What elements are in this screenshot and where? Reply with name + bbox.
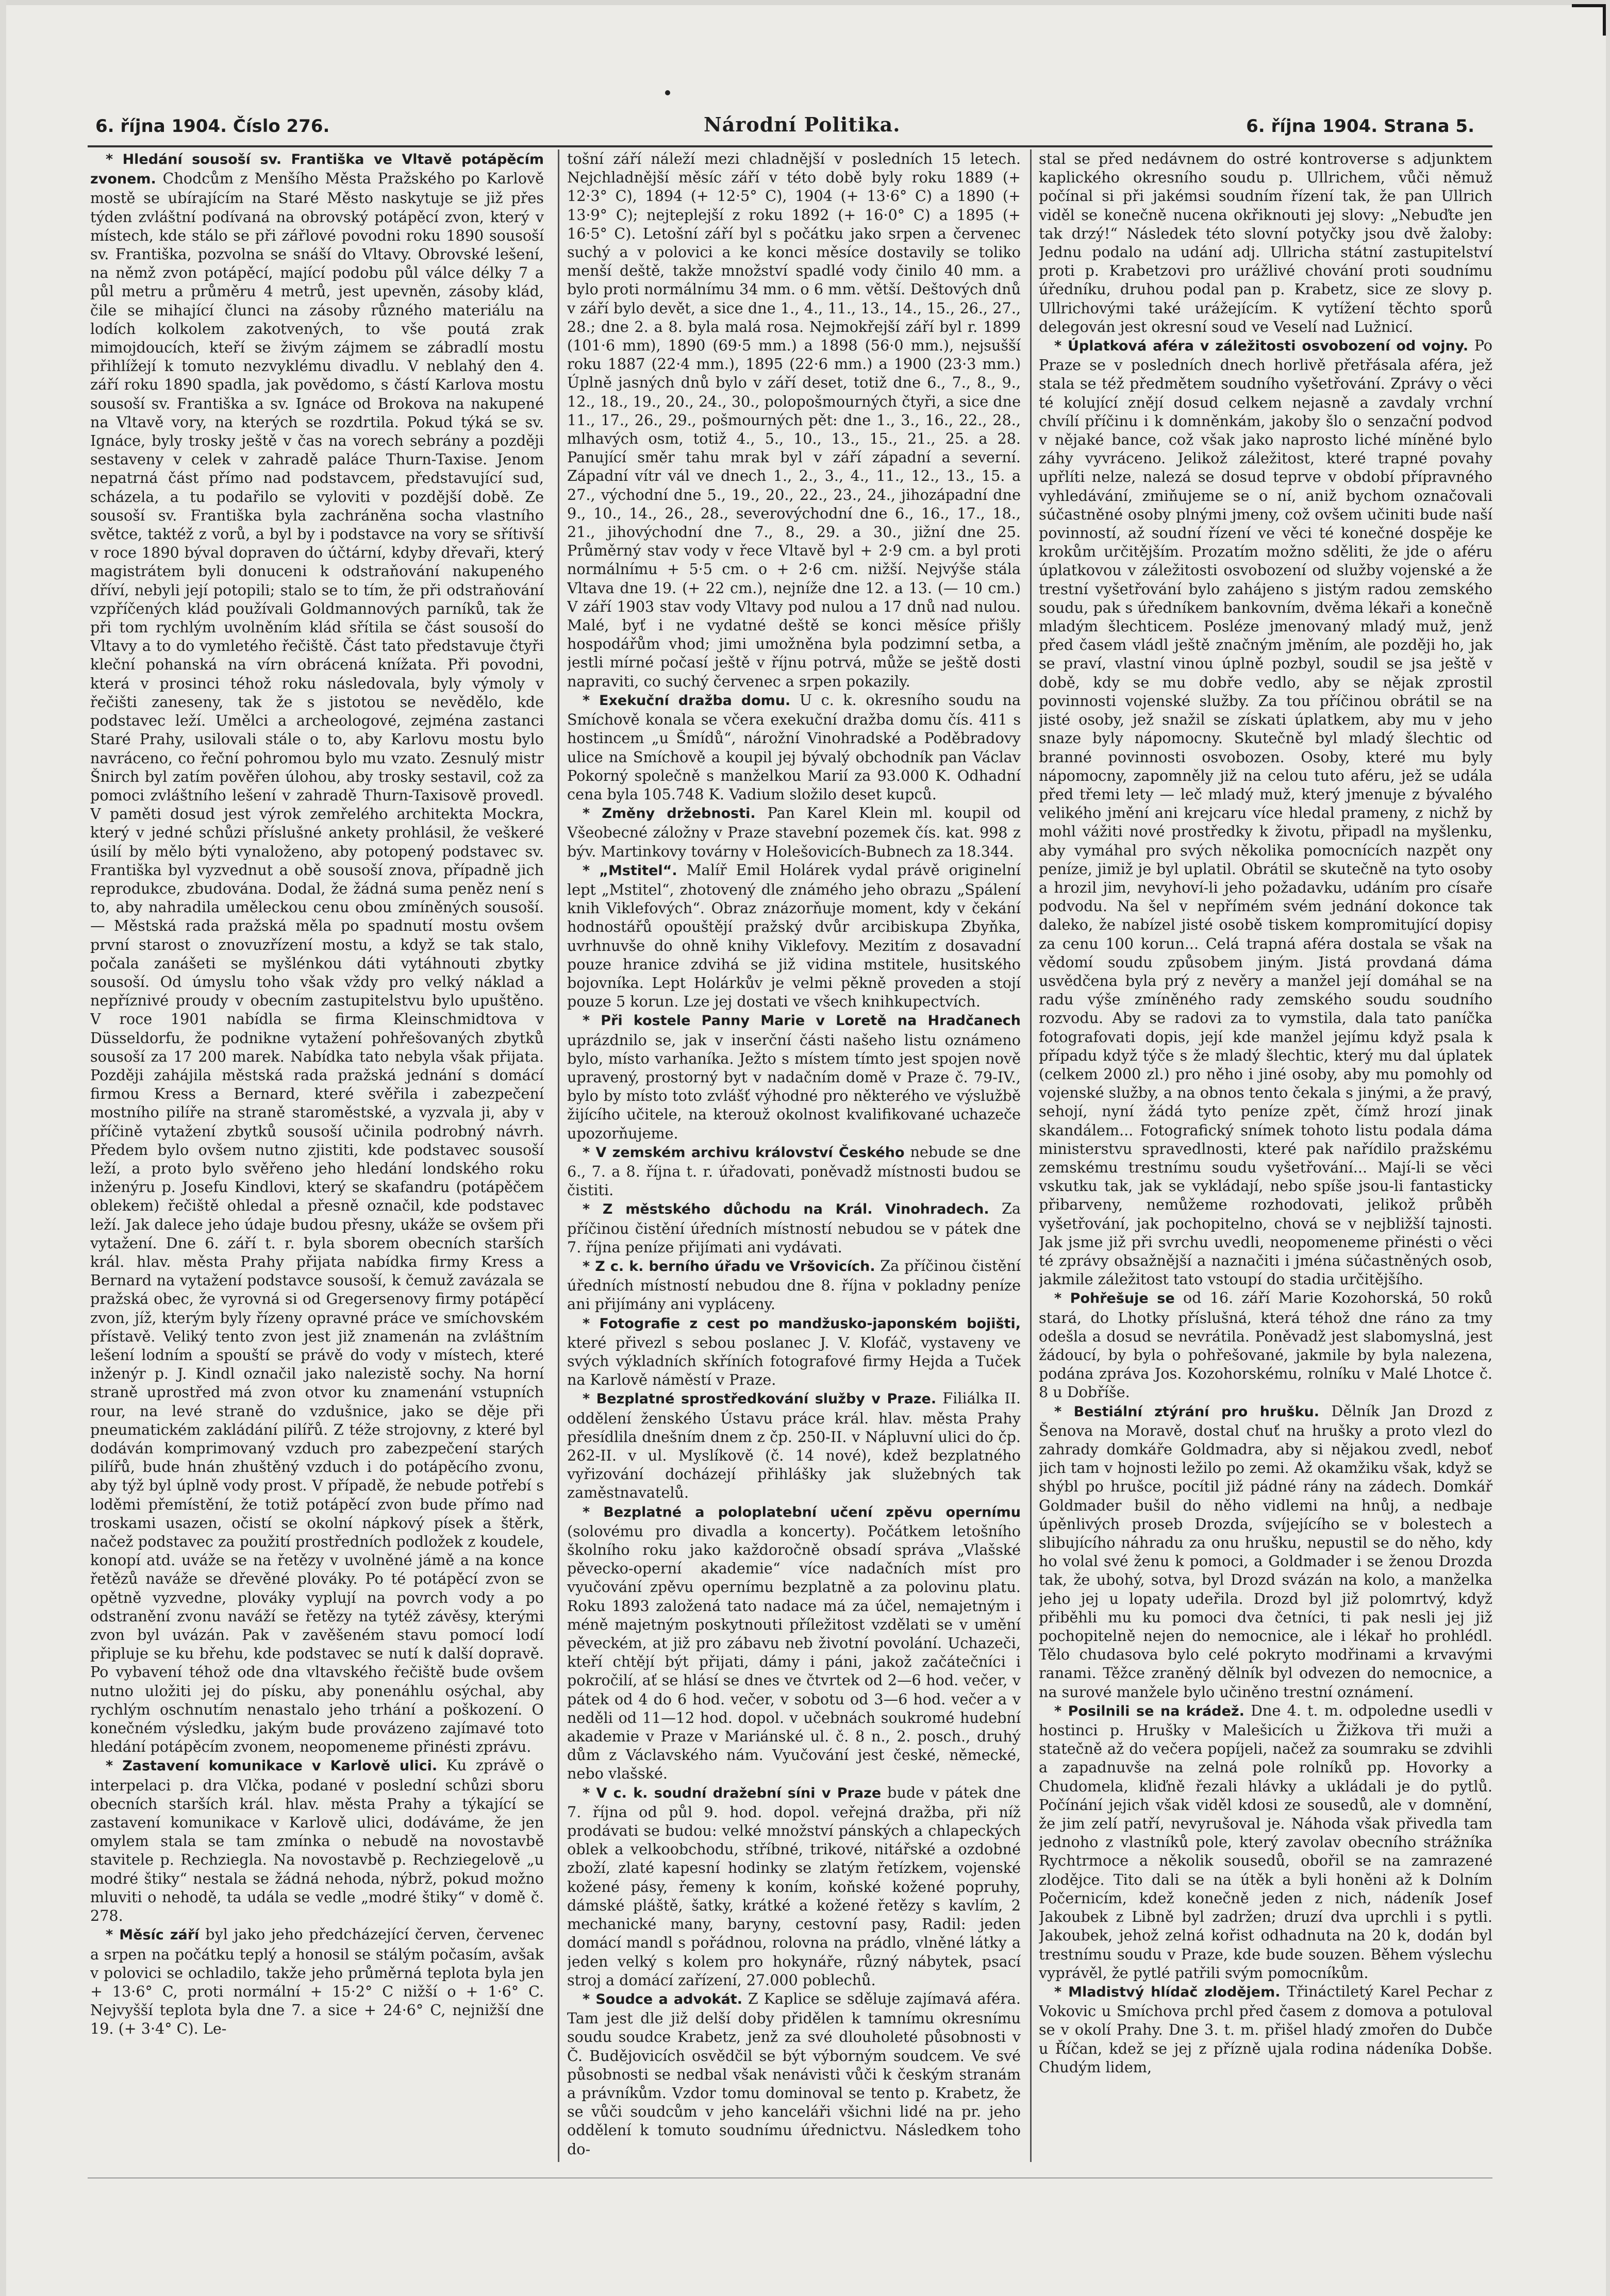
article-paragraph — [1039, 149, 1492, 336]
header-rule — [88, 145, 1492, 147]
article-text: Filiálka II. oddělení ženského Ústavu práce král. hlav. města Prahy přesídlila dnešním dnem z čp. 250-II. v Nápluvní ulici do čp. 262-II. v ul. Myslíkově (č. 14 nové), kdež bezplatného vyřizování docházejí přihlášky jak služebných tak zaměstnavatelů. — [567, 1389, 1021, 1502]
article-paragraph — [90, 149, 544, 1756]
article-paragraph — [567, 1011, 1021, 1142]
article-heading: * Při kostele Panny Marie v Loretě na Hradčanech — [583, 1013, 1021, 1029]
article-text: uprázdnilo se, jak v inserční části našeho listu oznámeno bylo, místo varhaníka. Ježto s místem tímto jest spojen nově upravený, prostorný byt v nadačním domě v Praze č. 79-IV., bylo by místo toto zvlášť výhodné pro některého ve výslužbě žijícího učitele, na kterouž okolnost kvalifikované uchazeče upozorňujeme. — [567, 1031, 1021, 1142]
ink-dot — [665, 90, 670, 95]
article-heading: * V c. k. soudní dražební síni v Praze — [583, 1785, 882, 1801]
article-column-1 — [90, 149, 544, 2180]
column-rule — [1030, 149, 1032, 2162]
article-text: stal se před nedávnem do ostré kontroverse s adjunktem kaplického okresního soudu p. Ullrichem, vůči němuž počínal si při jakémsi soudním řízení tak, že pan Ullrich viděl se konečně nucena okřiknouti jej slovy: „Nebuďte jen tak drzý!“ Následek této slovní potyčky jsou dvě žaloby: Jednu podalo na udání adj. Ullricha státní zastupitelství proti p. Krabetzovi pro urážlivé chování proti soudnímu úředníku, druhou podal pan p. Krabetz, sice ze slovy p. Ullrichovými také urážejícím. K vytížení těchto sporů delegován jest okresní soud ve Veselí nad Lužnicí. — [1039, 150, 1492, 336]
article-paragraph — [1039, 336, 1492, 1288]
article-heading: * Pohřešuje se — [1054, 1291, 1175, 1307]
scan-edge-right — [1606, 0, 1610, 2296]
page-header — [88, 113, 1490, 147]
article-paragraph — [1039, 1982, 1492, 2076]
article-text: tošní září náleží mezi chladnější v posledních 15 letech. Nejchladnější měsíc září v této době byly roku 1889 (+ 12·3° C), 1894 (+ 12·5° C), 1904 (+ 13·6° C) a 1890 (+ 13·9° C); nejteplejší z roku 1892 (+ 16·0° C) a 1895 (+ 16·5° C). Letošní září byl s počátku jako srpen a červenec suchý a v polovici a ke konci měsíce dostavily se toliko menší deště, takže množství spadlé vody činilo 40 mm. a bylo proti normálnímu 34 mm. o 6 mm. větší. Deštových dnů v září bylo devět, a sice dne 1., 4., 11., 13., 14., 15., 26., 27., 28.; dne 2. a 8. byla malá rosa. Nejmokřejší září byl r. 1899 (101·6 mm), 1890 (69·5 mm.) a 1898 (56·0 mm.), nejsušší roku 1887 (22·4 mm.), 1895 (22·6 mm.) a 1900 (23·3 mm.) Úplně jasných dnů bylo v září deset, totiž dne 6., 7., 8., 9., 12., 18., 19., 20., 24., 30., polopošmourných čtyři, a sice dne 11., 17., 26., 29., pošmourných pět: dne 1., 3., 16., 22., 28., mlhavých osm, totiž 4., 5., 10., 13., 15., 21., 25. a 28. Panující směr tahu mrak byl v září západní a severní. Západní vítr vál ve dnech 1., 2., 3., 4., 11., 12., 13., 15. a 27., východní dne 5., 19., 20., 22., 23., 24., jihozápadní dne 9., 10., 14., 26., 28., severovýchodní dne 6., 16., 17., 18., 21., jihovýchodní dne 7., 8., 29. a 30., jižní dne 25. Průměrný stav vody v řece Vltavě byl + 2·9 cm. a byl proti normálnímu + 5·5 cm. o + 2·6 cm. nižší. Nejvýše stála Vltava dne 19. (+ 22 cm.), nejníže dne 12. a 13. (— 10 cm.) V září 1903 stav vody Vltavy pod nulou a 17 dnů nad nulou. Malé, byť i ne vydatné deště se konci měsíce přišly hospodářům vhod; jimi umožněna byla podzimní setba, a jestli mírné počasí ještě v říjnu potrvá, může se ještě dosti napraviti, co suchý červenec a srpen pokazily. — [567, 150, 1021, 690]
article-column-2 — [567, 149, 1021, 2180]
article-heading: * Zastavení komunikace v Karlově ulici. — [106, 1758, 438, 1774]
article-text: Malíř Emil Holárek vydal právě originelní lept „Mstitel“, zhotovený dle známého jeho obrazu „Spálení knih Viklefových“. Obraz znázorňuje moment, kdy v čekání hodnostářů opouštějí pražský dvůr arcibiskupa Zbyňka, uvrhnuvše do ohně knihy Viklefovy. Mezitím z dosavadní pouze hranice zdvihá se již vidina mstitele, husitského bojovníka. Lept Holárkův je velmi pěkně proveden a stojí pouze 5 korun. Lze jej dostati ve všech knihkupectvích. — [567, 861, 1021, 1011]
article-heading: * Mladistvý hlídač zlodějem. — [1054, 1984, 1281, 2000]
article-paragraph — [567, 1314, 1021, 1389]
article-text: Po Praze se v posledních dnech horlivě přetřásala aféra, jež stala se též předmětem soudního vyšetřování. Zprávy o věci té kolující znějí dosud celkem nejasně a zavdaly vrchní chvílí příčinu i k domněnkám, jakoby šlo o senzační podvod v nějaké bance, což však jako naprosto liché míněné bylo záhy vyvráceno. Jelikož záležitost, které trapné povahy upřlíti nelze, nalezá se dosud teprve v období přípravného vyhledávání, zmiňujeme se o ní, aniž bychom označovali súčastněné osoby plnými jmeny, což ovšem učiniti bude naší povinností, až soudní řízení ve věci té konečné dospěje ke krokům určitějším. Prozatím možno sděliti, že jde o aféru úplatkovou v záležitosti osvobození od služby vojenské a že trestní vyšetřování bylo zahájeno s jistým radou zemského soudu, pak s úředníkem bankovním, dvěma lékaři a konečně mladým šlechticem. Posléze jmenovaný mladý muž, jenž před časem vládl ještě značným jměním, ale později ho, jak se praví, vlastní vinou úplně pozbyl, soudil se jsa ještě v době, kdy se mu dobře vedlo, aby se nějak zprostil povinnosti vojenské služby. Za tou příčinou obrátil se na jisté osoby, jež snažil se získati úplatkem, aby mu v jeho snaze byly nápomocny. Skutečně byl mladý šlechtic od branné povinnosti osvobozen. Osoby, které mu byly nápomocny, zapomněly již na celou tuto aféru, jež se udála před třemi lety — leč mladý muž, který jmenuje z bývalého velikého jmění ani krejcaru více hledal prameny, z nichž by mohl vážiti nové prostředky k životu, připadl na myšlenku, aby vymáhal pro svých několika pomocnících nazpět ony peníze, jimiž je byl uplatil. Obrátil se skutečně na tyto osoby a hrozil jim, nevyhoví-li jeho požadavku, udáním pro císaře podvodu. Na šel v nepřímém svém jednání dokonce tak daleko, že nabízel jisté osobě tiskem kompromitující dopisy za cenu 100 korun... Celá trapná aféra dostala se však na vědomí soudu způsobem jiným. Jistá provdaná dáma usvědčena byla prý z nevěry a manžel její domáhal se na radu výše zmíněného rady zemského soudu soudního rozvodu. Aby se radovi za to vymstila, dala tato paníčka fotografovati dopis, její kde manžel jejímu když psala k případu když týče s že mladý šlechtic, který mu dal úplatek (celkem 2000 zl.) pro něho i jiné osoby, aby mu pomohly od vojenské služby, a na obnos tento čekala s jinými, a že pravý, sehojí, nyní žádá tyto peníze zpět, čímž hrozí jinak skandálem... Fotografický snímek tohoto listu podala dáma ministerstvu spravedlnosti, které pak nařídilo pražskému zemskému trestnímu soudu vyšetřování... Mají-li se věci vskutku tak, jak se vykládají, nebo spíše jsou-li fantasticky přibarveny, nemůžeme rozhodovati, jelikož průběh vyšetřování, jak pochopitelno, chová se v nejbližší tajnosti. Jak jsme již při svrchu uvedli, neopomeneme přinésti o věci té zprávy obsažnější a naznačiti i jména súčastněných osob, jakmile záležitost tato vstoupí do stadia určitějšího. — [1039, 337, 1492, 1288]
article-heading: * Bezplatné sprostředkování služby v Praze. — [583, 1391, 937, 1407]
article-text: Ku zprávě o interpelaci p. dra Vlčka, podané v poslední schůzi sboru obecních starších král. hlav. města Prahy a týkající se zastavení komunikace v Karlově ulici, dodáváme, že jen omylem stala se tam zmínka o nebudě na novostavbě stavitele p. Rechziegla. Na novostavbě p. Rechziegelově „u modré štiky“ nestala se žádná nehoda, nýbrž, pokud možno mluviti o nehodě, ta udála se vedle „modré štiky“ v domě č. 278. — [90, 1756, 544, 1925]
article-heading: * Hledání sousoší sv. Františka ve Vltavě potápěcím zvonem. — [90, 152, 544, 188]
article-heading: * Posilnili se na krádež. — [1054, 1703, 1244, 1719]
article-text: Za příčinou čistění úředních místností nebudou se v pátek dne 7. října peníze přijímati ani vydávati. — [567, 1200, 1021, 1256]
article-text: které přivezl s sebou poslanec J. V. Klofáč, vystaveny ve svých výkladních skříních fotografové firmy Hejda a Tuček na Karlově náměstí v Praze. — [567, 1333, 1021, 1389]
article-paragraph — [567, 1199, 1021, 1256]
article-text: nebude se dne 6., 7. a 8. října t. r. úřadovati, poněvadž místnosti budou se čistiti. — [567, 1143, 1021, 1199]
article-heading: * Úplatková aféra v záležitosti osvobození od vojny. — [1054, 338, 1469, 355]
article-text: od 16. září Marie Kozohorská, 50 roků stará, do Lhotky příslušná, která téhož dne ráno za tmy odešla a dosud se nevrátila. Poněvadž jest slabomyslná, jest žádoucí, by byla o pohřešované, jakmile by byla nalezena, podána zpráva Jos. Kozohorskému, rolníku v Malé Lhotce č. 8 u Dobříše. — [1039, 1289, 1492, 1401]
article-paragraph — [567, 1783, 1021, 1989]
article-paragraph — [1039, 1701, 1492, 1982]
article-heading: * Soudce a advokát. — [583, 1991, 742, 2007]
article-paragraph — [567, 691, 1021, 803]
article-text: Pan Karel Klein ml. koupil od Všeobecné záložny v Praze stavební pozemek čís. kat. 998 z býv. Martinkovy továrny v Holešovicích-Bubnech za 18.344. — [567, 804, 1021, 860]
article-text: (solovému pro divadla a koncerty). Počátkem letošního školního roku jako každoročně obsadí správa „Vlašské pěvecko-operní akademie“ více nadačních míst pro vyučování zpěvu opernímu bezplatně a za polovinu platu. Roku 1893 založená tato nadace má za účel, nemajetným i méně majetným poskytnouti příležitost vzdělati se v umění pěveckém, at již pro zábavu neb životní povolání. Uchazeči, kteří chtějí být přijati, dámy i páni, jakož začátečníci i pokročilí, ať se hlásí se dnes ve čtvrtek od 2—6 hod. večer, v pátek od 4 do 6 hod. večer, v sobotu od 3—6 hod. večer a v neděli od 11—12 hod. dopol. v učebnách soukromé hudební akademie v Praze v Mariánské ul. č. 8 n., 2. posch., druhý dům z Václavského nám. Vyučování jest české, německé, nebo vlašské. — [567, 1522, 1021, 1783]
article-text: Třináctiletý Karel Pechar z Vokovic u Smíchova prchl před časem z domova a potuloval se v okolí Prahy. Dne 3. t. m. přišel hladý zmořen do Dubče u Říčan, kdež se jej z přízně ujala rodina nádeníka Dobše. Chudým lidem, — [1039, 1982, 1492, 2076]
article-paragraph — [567, 1389, 1021, 1502]
article-text: Za příčinou čistění úředních místností nebudou dne 8. října v pokladny peníze ani přijímány ani vypláceny. — [567, 1256, 1021, 1313]
bottom-rule — [88, 2177, 1492, 2178]
article-paragraph — [567, 803, 1021, 861]
header-date-page: 6. října 1904. Strana 5. — [1246, 116, 1474, 137]
article-heading: * Fotografie z cest po mandžusko-japonském bojišti, — [583, 1315, 1021, 1332]
article-heading: * „Mstitel“. — [583, 862, 677, 879]
article-heading: * Z c. k. berního úřadu ve Vršovicích. — [583, 1258, 875, 1275]
article-text: Dne 4. t. m. odpoledne usedli v hostinci p. Hrušky v Malešicích u Žižkova tři muži a statečně až do večera popíjeli, načež za soumraku se zdvihli a zapadnuvše na zelná pole rolníků pp. Hovorky a Chudomela, kliďně řezali hlávky a ukládali je do pytlů. Počínání jejich však viděl kdosi ze sousedů, ale v domnění, že jim zelí patří, nevyrušoval je. Náhoda však přivedla tam jednoho z vlastníků pole, který zavolav obecního strážníka Rychtrmoce a několik sousedů, obořil se na zamrazené zlodějce. Tito dali se na útěk a byli honěni až k Dolním Počernicím, kdež konečně jeden z nich, nádeník Josef Jakoubek z Libně byl zadržen; druzí dva uprchli i s pytli. Jakoubek, jehož zelná kořist odhadnuta na 20 k, dodán byl trestnímu soudu v Praze, kde bude souzen. Během výslechu vyprávěl, že pytlé patřili svým pomocníkům. — [1039, 1701, 1492, 1982]
article-paragraph — [567, 1502, 1021, 1783]
article-paragraph — [1039, 1402, 1492, 1701]
article-paragraph — [567, 149, 1021, 691]
article-heading: * Změny držebnosti. — [583, 806, 756, 822]
article-heading: * Měsíc září — [106, 1927, 200, 1943]
article-paragraph — [90, 1925, 544, 2038]
newspaper-title: Národní Politika. — [704, 113, 901, 136]
scan-corner-mark — [1572, 4, 1606, 36]
article-heading: * Exekuční dražba domu. — [583, 692, 791, 709]
article-column-3 — [1039, 149, 1492, 2180]
article-text: byl jako jeho předcházející červen, červenec a srpen na počátku teplý a honosil se stálým počasím, avšak v polovici se ochladilo, takže jeho průměrná teplota byla jen + 13·6° C, proti normální + 15·2° C nižší o + 1·6° C. Nejvyšší teplota byla dne 7. a sice + 24·6° C, nejnižší dne 19. (+ 3·4° C). Le- — [90, 1925, 544, 2038]
article-paragraph — [567, 1256, 1021, 1314]
article-text: bude v pátek dne 7. října od půl 9. hod. dopol. veřejná dražba, při níž prodávati se budou: velké množství pánských a chlapeckých oblek a velkoobchodu, stříbné, trikové, nitářské a ozdobné zboží, zlaté kapesní hodinky se zlatým řetízkem, vojenské kožené pásy, řemeny k koním, koňské kožené popruhy, dámské pláště, šatky, krátké a kožené řetězy s kavlím, 2 mechanické many, baryny, cestovní pasy, Radil: jeden domácí mandl s pořádnou, rolovna na prádlo, vlněné látky a jeden velký s kolem pro hokynáře, různý nábytek, psací stroj a domácí zařízení, 27.000 poblechů. — [567, 1783, 1021, 1989]
article-text: Dělník Jan Drozd z Šenova na Moravě, dostal chuť na hrušky a proto vlezl do zahrady domkáře Goldmadra, aby si nějakou zvedl, neboť jich tam v hojnosti ležilo po zemi. Až okamžiku však, když se shýbl po hrušce, pocítil již pádné rány na zádech. Domkář Goldmader bušil do něho vidlemi na hnůj, a nedbaje úpěnlivých proseb Drozda, svíjejícího se v bolestech a slibujícího náhradu za onu hrušku, nepustil se do něho, kdy ho volal své ženu k pomoci, a Goldmader i se ženou Drozda tak, že ubohý, sotva, byl Drozd svázán na kolo, a manželka jeho jej u lopaty udeřila. Drozd byl již polomrtvý, když přiběhli mu ku pomoci dva četníci, ti pak nesli jej již pochopitelně nejen do nemocnice, ale i lékař ho prohlédl. Tělo chudasova bylo celé pokryto modřinami a krvavými ranami. Těžce zraněný dělník byl odvezen do nemocnice, a na surové manžele bylo učiněno trestní oznámení. — [1039, 1402, 1492, 1701]
article-text: Z Kaplice se sděluje zajímavá aféra. Tam jest dle již delší doby přidělen k tamnímu okresnímu soudu soudce Krabetz, jenž za své dlouholeté působnosti v Č. Budějovicích osvědčil se být výborným soudcem. Ve své působnosti se nedbal však nenávisti vůči k českým stranám a právníkům. Vzdor tomu dominoval se tento p. Krabetz, že se vůči soudcům v jeho kanceláři všichni lidé na pr. jeho oddělení k tomuto soudnímu úřednictvu. Následkem toho do- — [567, 1989, 1021, 2158]
article-text: U c. k. okresního soudu na Smíchově konala se včera exekuční dražba domu čís. 411 s hostincem „u Šmídů“, nárožní Vinohradské a Poděbradovy ulice na Smíchově a koupil jej bývalý obchodník pan Václav Pokorný společně s manželkou Marií za 93.000 K. Odhadní cena byla 105.748 K. Vadium složilo deset kupců. — [567, 691, 1021, 803]
article-paragraph — [567, 1989, 1021, 2158]
article-heading: * V zemském archivu království Českého — [583, 1144, 905, 1161]
article-paragraph — [567, 861, 1021, 1011]
article-paragraph — [567, 1143, 1021, 1200]
article-text: Chodcům z Menšího Města Pražského po Karlově mostě se ubírajícím na Staré Město naskytuje se již přes týden zvláštní podívaná na obrovský potápěcí zvon, který v místech, kde stálo se při zářlové povodni roku 1890 sousoší sv. Františka, pozvolna se snáší do Vltavy. Obrovské lešení, na němž zvon potápěcí, mající podobu půl válce délky 7 a půl metru a průměru 4 metrů, jest upevněn, zásoby klád, čile se mihající člunci na zásoby různého materiálu na lodích kolkolem zakotvených, to vše poutá zrak mimojdoucích, kteří se živým zájmem se zábradlí mostu přihlížejí k tomuto nezvyklému divadlu. V neblahý den 4. září roku 1890 spadla, jak povědomo, s částí Karlova mostu sousoší sv. Františka a sv. Ignáce od Brokova na nakupené na Vltavě vory, na kterých se rozdrtila. Pokud týká se sv. Ignáce, byly trosky ještě v čas na vorech sebrány a později sestaveny v celek v zahradě paláce Thurn-Taxise. Jenom nepatrná část přímo nad podstavcem, představující sud, scházela, a tu podařilo se vyloviti v pozdější době. Ze sousoší sv. Františka byla zachráněna socha vlastního světce, taktéž z vorů, a byl by i podstavce na vory se sřítivší v roce 1890 býval dopraven do účtární, kdyby dřevaři, který magistrátem byli donuceni k odstraňování nakupeného dříví, nebyli její potopili; stalo se to tím, že při odstraňování vzpříčených klád používali Goldmannových parníků, tak že při tom rychlým uvolněním klád sřítila se část sousoší do Vltavy a to do vymletého řečiště. Část tato představuje čtyři kleční pohanská na vírn obrácená knížata. Při povodni, která v prosinci téhož roku následovala, byly výmoly v řečišti zaneseny, tak že s jistotou se nevědělo, kde podstavec leží. Umělci a archeologové, zejména zastanci Staré Prahy, usilovali stále o to, aby Karlovu mostu bylo navráceno, co řeční pohromou bylo mu vzato. Zesnulý mistr Šnirch byl zatím pověřen úlohou, aby trosky sestavil, což za pomoci zvláštního lešení v zahradě Thurn-Taxisově provedl. V paměti dosud jest výrok zemřelého architekta Mockra, který v jedné schůzi příslušné ankety prohlásil, že veškeré úsilí by mělo býti vynaloženo, aby potopený podstavec sv. Františka byl vyzvednut a obě sousoší znova, případně jich reprodukce, zbudována. Dodal, že žádná suma peněz není s to, aby nahradila uměleckou cenu obou zmíněných sousoší. — Městská rada pražská měla po spadnutí mostu ovšem první starost o znovuzřízení mostu, a když se tak stalo, počala zanášeti se myšlénkou dáti vytáhnouti zbytky sousoší. Od úmyslu toho však vždy pro velký náklad a nepříznivé proudy v obecním zastupitelstvu bylo upuštěno. V roce 1901 nabídla se firma Kleinschmidtova v Düsseldorfu, že podnikne vytažení pohřešovaných zbytků sousoší za 17 200 marek. Nabídka tato nebyla však přijata. Později zahájila městská rada pražská jednání s domácí firmou Kress a Bernard, které svěřila i zabezpečení mostního pilíře na straně staroměstské, a vyzvala ji, aby v příčině vytažení zbytků sousoší učinila podrobný návrh. Předem bylo ovšem nutno zjistiti, kde podstavec sousoší leží, a proto bylo svěřeno jeho hledání londského roku inženýru p. Josefu Kindlovi, který se skafandru (potápěčem oblekem) řečiště ohledal a přesně označil, kde podstavec leží. Jak dalece jeho údaje budou přesny, ukáže se ovšem při vytažení. Dne 6. září t. r. byla sborem obecních starších král. hlav. města Prahy přijata nabídka firmy Kress a Bernard na vytažení podstavce sousoší, k čemuž zavázala se pražská obec, že vyrovná si od Gregersenovy firmy potápěcí zvon, jíž, kterým byly řízeny opravné práce ve smíchovském přístavě. Veliký tento zvon jest již znamenán na zvláštním lešení lodním a spouští se právě do vody v místech, které inženýr p. J. Kindl označil jako nalezistě sochy. Na horní straně uprostřed má zvon otvor ku znamenání vstupních rour, na levé straně do vzdušnice, jako se děje při pneumatickém zakládání pilířů. Z téže strojovny, z které byl dodáván komprimovaný vzduch pro zabezpečení starých pilířů, bude hnán zhuštěný vzduch i do potápěcího zvonu, aby týž byl úplně vody prost. V případě, že nebude potřebí s loděmi přemístění, že totiž potápěcí zvon bude přímo nad troskami usazen, očistí se okolní nápkový písek a štěrk, načež podstavec za použití prostředních podložek z koudele, konopí atd. uváže se na řetězy v uvolněné jámě a na konce řetězů naváže se dřevěné plováky. Po té potápěcí zvon se opětně vyzvedne, plováky vyplují na povrch vody a po odstranění zvonu naváží se řetězy na tytéž závěsy, kterými zvon byl uvázán. Pak v zavěšeném stavu pomocí lodí připluje se ku břehu, kde podstavec se nutí k další dopravě. Po vybavení téhož ode dna vltavského řečiště bude ovšem nutno uložiti jej do písku, aby ponenáhlu osýchal, aby rychlým oschnutím nenastalo jeho trhání a poškození. O konečném výsledku, jakým bude provázeno zajímavé toto hledání potápěcím zvonem, neopomeneme přinésti zprávu. — [90, 170, 544, 1756]
header-date-issue: 6. října 1904. Číslo 276. — [95, 116, 330, 137]
column-rule — [558, 149, 559, 2162]
article-paragraph — [90, 1756, 544, 1925]
scan-edge-left — [0, 0, 6, 2296]
scan-edge-top — [0, 0, 1610, 5]
article-heading: * Z městského důchodu na Král. Vinohradech. — [583, 1201, 989, 1218]
article-heading: * Bestiální ztýrání pro hrušku. — [1054, 1403, 1320, 1420]
article-paragraph — [1039, 1288, 1492, 1401]
article-heading: * Bezplatné a poloplatební učení zpěvu opernímu — [583, 1504, 1021, 1520]
